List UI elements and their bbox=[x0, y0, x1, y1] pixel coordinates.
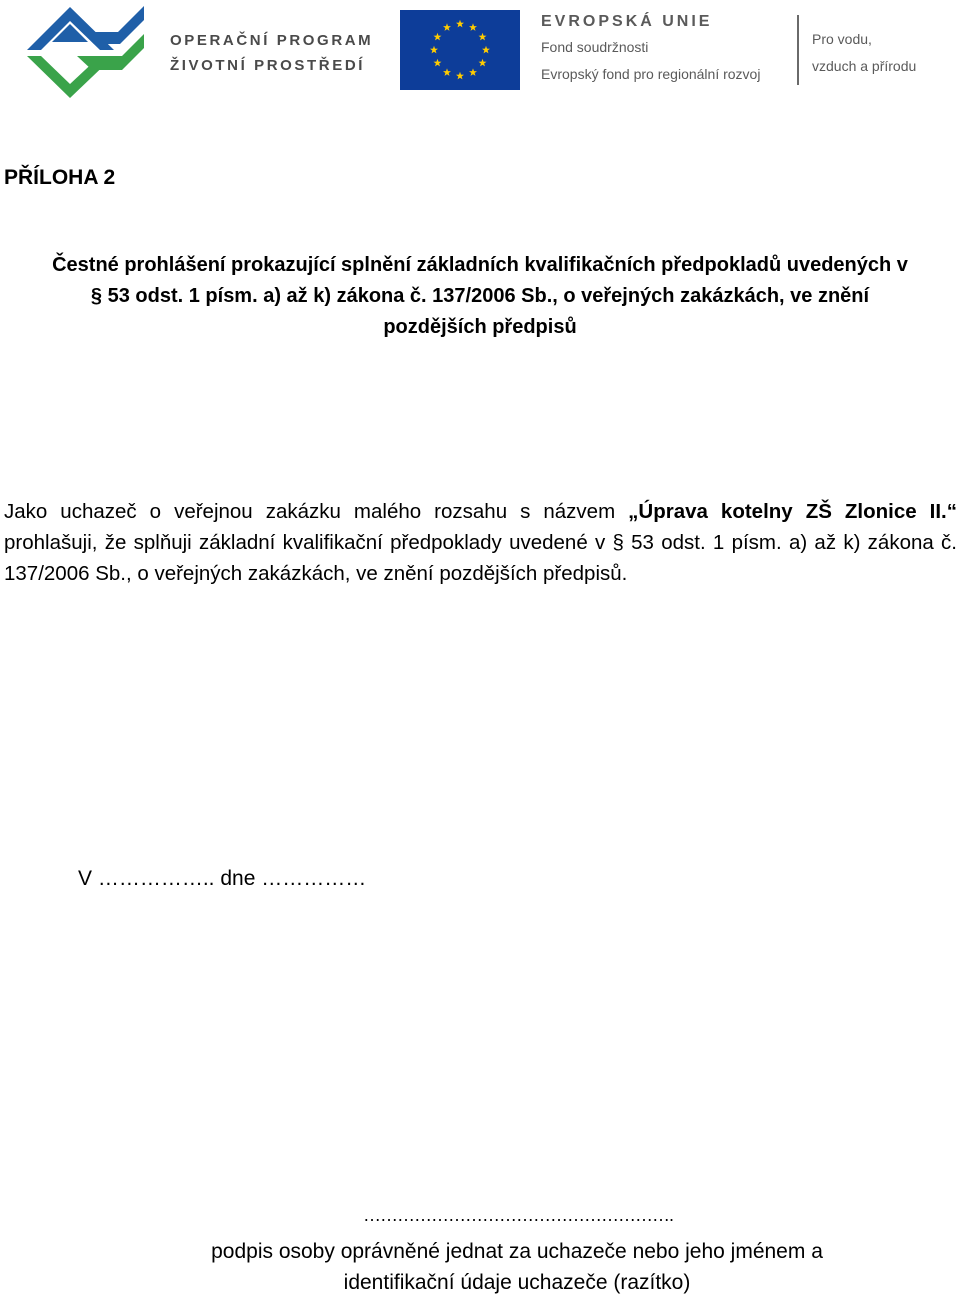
opzp-line-1: OPERAČNÍ PROGRAM bbox=[170, 32, 374, 49]
eu-fund-cohesion: Fond soudržnosti bbox=[541, 39, 649, 55]
motto bbox=[812, 26, 916, 80]
signature-caption bbox=[0, 1236, 960, 1298]
declaration-statement: prohlašuji, že splňuji základní kvalifikační předpoklady uvedené v § 53 odst. 1 písm. a) až k) zákona č. 137/2006 Sb., o veřejných zakázkách, ve znění pozdějších předpisů. bbox=[4, 531, 957, 585]
opzp-program-name bbox=[170, 28, 373, 78]
heading-law-title: , o veřejných zakázkách, ve znění bbox=[552, 285, 870, 307]
eu-funding-text bbox=[541, 10, 760, 88]
opzp-line-2: ŽIVOTNÍ PROSTŘEDÍ bbox=[170, 57, 366, 74]
heading-line-3: pozdějších předpisů bbox=[383, 316, 577, 338]
heading-law-reference: § 53 odst. 1 písm. a) až k) zákona č. 137/2006 Sb. bbox=[90, 285, 553, 307]
signature-line-1: podpis osoby oprávněné jednat za uchazeče nebo jeho jménem a bbox=[211, 1240, 823, 1263]
signature-line-2: identifikační údaje uchazeče (razítko) bbox=[343, 1271, 691, 1294]
eu-title: EVROPSKÁ UNIE bbox=[541, 13, 713, 30]
opzp-logo-icon bbox=[22, 2, 152, 98]
project-name: „Úprava kotelny ZŠ Zlonice II.“ bbox=[628, 500, 957, 523]
document-heading bbox=[0, 250, 960, 343]
declaration-text bbox=[4, 496, 957, 589]
heading-line-2 bbox=[0, 281, 960, 312]
place-date-field: V …………….. dne …………… bbox=[78, 867, 367, 890]
motto-line-2: vzduch a přírodu bbox=[812, 58, 917, 74]
header-logos bbox=[0, 0, 960, 100]
header-divider bbox=[797, 15, 799, 85]
eu-flag-icon bbox=[400, 10, 520, 90]
signature-dots: ………………………………………………. bbox=[362, 1205, 673, 1225]
motto-line-1: Pro vodu, bbox=[812, 31, 872, 47]
attachment-title: PŘÍLOHA 2 bbox=[4, 166, 116, 189]
heading-line-1: Čestné prohlášení prokazující splnění základních kvalifikačních předpokladů uvedených v bbox=[52, 254, 908, 276]
declaration-intro: Jako uchazeč o veřejnou zakázku malého rozsahu s názvem bbox=[4, 500, 629, 523]
eu-fund-regional: Evropský fond pro regionální rozvoj bbox=[541, 66, 761, 82]
